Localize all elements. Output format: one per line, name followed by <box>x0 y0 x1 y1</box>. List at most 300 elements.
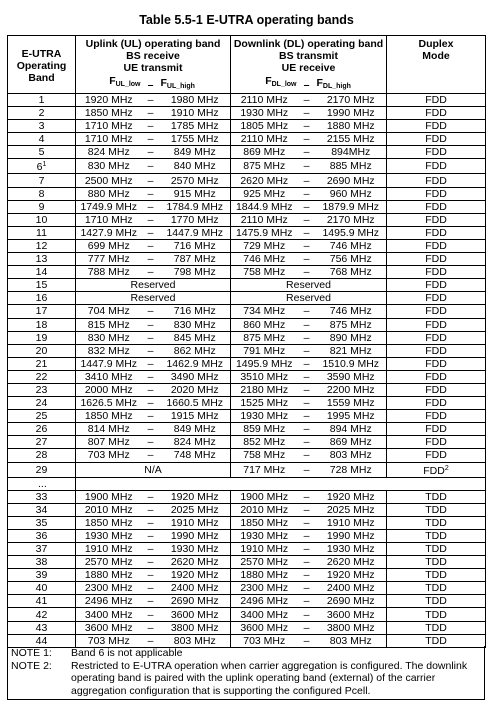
dl-low-cell: 2010 MHz <box>231 503 298 516</box>
ul-dash-cell: – <box>142 516 160 529</box>
dl-dash-cell: – <box>298 187 316 200</box>
dl-dash-cell: – <box>298 239 316 252</box>
dl-low-cell: 875 MHz <box>231 331 298 344</box>
band-number: 11 <box>36 226 47 239</box>
dl-high-cell: 2170 MHz <box>316 213 387 226</box>
band-cell <box>8 331 76 344</box>
band-cell <box>8 543 76 556</box>
table-row <box>8 174 486 187</box>
ul-dash-cell: – <box>142 449 160 462</box>
ul-low-cell: 2500 MHz <box>76 174 142 187</box>
dl-dash-cell: – <box>298 107 316 120</box>
table-row <box>8 279 486 292</box>
table-row <box>8 608 486 621</box>
band-number: 12 <box>35 239 48 252</box>
duplex-cell <box>387 462 486 477</box>
dl-dash-cell: – <box>298 383 316 396</box>
duplex-cell <box>387 200 486 213</box>
duplex-mode: FDD <box>425 449 447 462</box>
ul-dash-cell: – <box>142 634 160 647</box>
band-cell <box>8 449 76 462</box>
dl-high-cell: 1879.9 MHz <box>316 200 387 213</box>
ul-dash-cell: – <box>142 331 160 344</box>
duplex-mode: FDD <box>425 331 447 344</box>
ul-high-cell: 849 MHz <box>160 423 231 436</box>
dl-high-cell: 3600 MHz <box>316 608 387 621</box>
ul-high-cell: 716 MHz <box>160 239 231 252</box>
table-row <box>8 266 486 279</box>
duplex-cell <box>387 608 486 621</box>
dl-low-cell: 2496 MHz <box>231 595 298 608</box>
band-number: 14 <box>35 266 48 279</box>
note-2 <box>11 660 482 698</box>
duplex-cell <box>387 213 486 226</box>
dl-dash-cell: – <box>298 226 316 239</box>
ul-text-cell: Reserved <box>76 292 231 305</box>
dl-low-cell: 875 MHz <box>231 159 298 174</box>
table-row <box>8 200 486 213</box>
ul-low-cell: 1900 MHz <box>76 490 142 503</box>
band-number: 17 <box>35 305 48 318</box>
ul-high-cell: 1920 MHz <box>160 569 231 582</box>
dl-high-cell: 869 MHz <box>316 436 387 449</box>
table-row <box>8 569 486 582</box>
duplex-mode: FDD <box>425 410 447 423</box>
dl-high-cell: 1559 MHz <box>316 397 387 410</box>
duplex-mode: TDD <box>425 569 447 582</box>
ul-low-cell: 814 MHz <box>76 423 142 436</box>
table-row <box>8 595 486 608</box>
dl-high-cell: 890 MHz <box>316 331 387 344</box>
band-number: 29 <box>35 463 48 476</box>
table-row <box>8 146 486 159</box>
dl-low-cell: 2620 MHz <box>231 174 298 187</box>
table-row <box>8 516 486 529</box>
band-cell <box>8 226 76 239</box>
duplex-mode: TDD <box>425 582 447 595</box>
duplex-mode: TDD <box>425 543 447 556</box>
dl-low-cell: 1900 MHz <box>231 490 298 503</box>
ul-dash-cell: – <box>142 357 160 370</box>
ul-dash-cell: – <box>142 120 160 133</box>
dl-low-cell: 859 MHz <box>231 423 298 436</box>
duplex-cell <box>387 582 486 595</box>
duplex-cell <box>387 266 486 279</box>
duplex-mode: FDD <box>425 436 447 449</box>
dl-dash-cell: – <box>298 516 316 529</box>
dl-dash-cell: – <box>298 120 316 133</box>
duplex-cell <box>387 344 486 357</box>
dl-low-cell: 1880 MHz <box>231 569 298 582</box>
ul-low-cell: 1447.9 MHz <box>76 357 142 370</box>
dl-high-cell: 768 MHz <box>316 266 387 279</box>
ul-dash-cell: – <box>142 503 160 516</box>
band-number: 15 <box>35 279 48 292</box>
table-row <box>8 621 486 634</box>
duplex-mode: FDD <box>425 120 447 133</box>
duplex-mode: FDD <box>425 226 447 239</box>
duplex-cell <box>387 305 486 318</box>
duplex-mode: FDD <box>425 213 447 226</box>
ul-dash-cell: – <box>142 146 160 159</box>
operating-bands-table <box>7 35 486 648</box>
band-cell <box>8 120 76 133</box>
ul-high-cell: 2620 MHz <box>160 556 231 569</box>
ul-dash-cell: – <box>142 569 160 582</box>
dl-low-cell: 1495.9 MHz <box>231 357 298 370</box>
ul-high-cell: 845 MHz <box>160 331 231 344</box>
band-cell <box>8 569 76 582</box>
dl-high-header: $F_{DL\_high}$ <box>316 74 387 94</box>
dl-dash-cell: – <box>298 397 316 410</box>
table-row <box>8 370 486 383</box>
note-label: NOTE 2: <box>11 659 52 672</box>
dl-dash-cell: – <box>298 621 316 634</box>
band-number: ... <box>38 477 47 490</box>
ul-high-cell: 1785 MHz <box>160 120 231 133</box>
duplex-mode: TDD <box>425 516 447 529</box>
ul-dash-cell: – <box>142 423 160 436</box>
ul-low-cell: 703 MHz <box>76 634 142 647</box>
dl-low-cell: 1525 MHz <box>231 397 298 410</box>
band-cell <box>8 582 76 595</box>
ul-dash-cell: – <box>142 344 160 357</box>
ul-high-cell: 2400 MHz <box>160 582 231 595</box>
ul-dash-cell: – <box>142 318 160 331</box>
ul-high-cell: 1755 MHz <box>160 133 231 146</box>
dl-low-cell: 2570 MHz <box>231 556 298 569</box>
dl-low-cell: 703 MHz <box>231 634 298 647</box>
band-cell <box>8 159 76 174</box>
ul-high-cell: 3800 MHz <box>160 621 231 634</box>
note-text: Restricted to E-UTRA operation when carrier aggregation is configured. The downlink operating band is paired with the uplink operating band (external) of the carrier aggregation configuration that is supporting the configured Pcell. <box>71 659 468 697</box>
ul-high-cell: 849 MHz <box>160 146 231 159</box>
ul-low-cell: 1930 MHz <box>76 529 142 542</box>
ul-dash-cell: – <box>142 529 160 542</box>
dl-low-cell: 758 MHz <box>231 449 298 462</box>
table-row <box>8 159 486 174</box>
dl-high-cell: 894MHz <box>316 146 387 159</box>
duplex-mode: TDD <box>425 595 447 608</box>
downlink-header: Downlink (DL) operating band BS transmit UE receive <box>231 36 387 75</box>
dl-low-cell: 3600 MHz <box>231 621 298 634</box>
duplex-cell <box>387 133 486 146</box>
duplex-mode: FDD <box>425 397 447 410</box>
table-row <box>8 107 486 120</box>
dl-low-cell: 1475.9 MHz <box>231 226 298 239</box>
band-cell <box>8 344 76 357</box>
note-label: NOTE 1: <box>11 647 52 659</box>
band-cell <box>8 174 76 187</box>
duplex-mode: FDD <box>425 174 447 187</box>
table-row <box>8 120 486 133</box>
band-number: 16 <box>35 292 48 305</box>
ul-high-cell: 1660.5 MHz <box>160 397 231 410</box>
band-number: 38 <box>35 556 48 569</box>
dl-high-cell: 894 MHz <box>316 423 387 436</box>
ul-high-cell: 787 MHz <box>160 253 231 266</box>
duplex-mode: TDD <box>425 529 447 542</box>
ul-high-cell: 2570 MHz <box>160 174 231 187</box>
duplex-mode: FDD <box>425 305 447 318</box>
dl-dash-cell: – <box>298 634 316 647</box>
dl-low-cell: 2110 MHz <box>231 213 298 226</box>
ul-dash-cell: – <box>142 370 160 383</box>
ul-low-cell: 1850 MHz <box>76 107 142 120</box>
ul-high-cell: 1915 MHz <box>160 410 231 423</box>
ul-dash-cell: – <box>142 595 160 608</box>
band-cell <box>8 477 76 490</box>
dl-dash-cell: – <box>298 344 316 357</box>
duplex-mode: FDD <box>425 200 447 213</box>
band-cell <box>8 503 76 516</box>
ul-high-cell: 2690 MHz <box>160 595 231 608</box>
band-number: 23 <box>35 384 48 397</box>
band-cell <box>8 318 76 331</box>
dl-low-cell: 1910 MHz <box>231 543 298 556</box>
dl-dash-cell: – <box>298 490 316 503</box>
band-cell <box>8 305 76 318</box>
ul-high-cell: 3490 MHz <box>160 370 231 383</box>
duplex-cell <box>387 331 486 344</box>
table-row <box>8 318 486 331</box>
dl-low-cell: 758 MHz <box>231 266 298 279</box>
dl-low-cell: 717 MHz <box>231 462 298 477</box>
band-cell <box>8 239 76 252</box>
dl-dash-cell: – <box>298 410 316 423</box>
band-number: 9 <box>38 200 45 213</box>
duplex-mode: TDD <box>425 503 447 516</box>
table-row <box>8 503 486 516</box>
dl-high-cell: 1510.9 MHz <box>316 357 387 370</box>
duplex-cell <box>387 423 486 436</box>
duplex-cell <box>387 516 486 529</box>
ul-dash-cell: – <box>142 608 160 621</box>
table-row <box>8 529 486 542</box>
ul-high-cell: 830 MHz <box>160 318 231 331</box>
band-number: 34 <box>35 503 48 516</box>
duplex-cell <box>387 569 486 582</box>
band-number: 40 <box>35 582 48 595</box>
band-cell <box>8 213 76 226</box>
duplex-cell <box>387 543 486 556</box>
dl-high-cell: 1990 MHz <box>316 529 387 542</box>
duplex-mode: FDD <box>425 266 447 279</box>
ul-dash-cell: – <box>142 159 160 174</box>
ul-dash-cell: – <box>142 383 160 396</box>
duplex-cell <box>387 292 486 305</box>
ul-dash-cell: – <box>142 621 160 634</box>
band-number: 28 <box>35 449 48 462</box>
ul-high-cell: 1462.9 MHz <box>160 357 231 370</box>
dl-high-cell: 960 MHz <box>316 187 387 200</box>
ul-low-cell: 824 MHz <box>76 146 142 159</box>
dl-low-cell: 1930 MHz <box>231 529 298 542</box>
dl-dash-cell: – <box>298 608 316 621</box>
dl-low-cell: 3510 MHz <box>231 370 298 383</box>
dl-dash-cell: – <box>298 174 316 187</box>
ul-low-cell: 3400 MHz <box>76 608 142 621</box>
duplex-cell <box>387 397 486 410</box>
dl-high-cell: 2690 MHz <box>316 174 387 187</box>
band-cell <box>8 556 76 569</box>
duplex-cell <box>387 529 486 542</box>
band-number: 2 <box>38 107 45 120</box>
ul-high-cell: 1920 MHz <box>160 490 231 503</box>
duplex-header: Duplex Mode <box>387 36 486 94</box>
table-row <box>8 410 486 423</box>
table-row <box>8 556 486 569</box>
band-number: 41 <box>35 595 48 608</box>
dl-dash-cell: – <box>298 556 316 569</box>
ul-dash-cell: – <box>142 556 160 569</box>
ul-high-header: $F_{UL\_high}$ <box>160 74 231 94</box>
band-cell <box>8 357 76 370</box>
uplink-header: Uplink (UL) operating band BS receive UE transmit <box>76 36 231 75</box>
duplex-mode: FDD <box>425 292 447 305</box>
duplex-mode: FDD <box>423 464 445 477</box>
dl-dash-cell: – <box>298 543 316 556</box>
ul-dash-cell: – <box>142 239 160 252</box>
dl-low-cell: 734 MHz <box>231 305 298 318</box>
ul-dash-header: – <box>142 74 160 94</box>
dl-dash-cell: – <box>298 595 316 608</box>
band-rows <box>8 94 486 648</box>
table-row <box>8 344 486 357</box>
band-cell <box>8 423 76 436</box>
duplex-mode: FDD <box>425 160 447 173</box>
dl-low-cell: 2110 MHz <box>231 94 298 107</box>
band-number: 3 <box>38 120 45 133</box>
table-row <box>8 462 486 477</box>
duplex-mode: FDD <box>425 146 447 159</box>
ul-high-cell: 3600 MHz <box>160 608 231 621</box>
dl-high-cell: 803 MHz <box>316 449 387 462</box>
band-number: 18 <box>35 318 48 331</box>
table-row <box>8 543 486 556</box>
dl-high-cell: 746 MHz <box>316 305 387 318</box>
duplex-mode: FDD <box>425 187 447 200</box>
duplex-mode: TDD <box>425 634 447 647</box>
ul-high-cell: 1447.9 MHz <box>160 226 231 239</box>
dl-high-cell: 2620 MHz <box>316 556 387 569</box>
duplex-cell <box>387 279 486 292</box>
band-number: 25 <box>35 410 48 423</box>
dl-high-cell: 746 MHz <box>316 239 387 252</box>
duplex-cell <box>387 383 486 396</box>
dl-high-cell: 821 MHz <box>316 344 387 357</box>
ul-high-cell: 2025 MHz <box>160 503 231 516</box>
band-cell <box>8 608 76 621</box>
table-row <box>8 357 486 370</box>
dl-high-cell: 1920 MHz <box>316 569 387 582</box>
dl-high-cell: 803 MHz <box>316 634 387 647</box>
ul-low-cell: 1850 MHz <box>76 516 142 529</box>
duplex-cell <box>387 107 486 120</box>
duplex-mode: FDD <box>425 107 447 120</box>
band-number: 33 <box>35 490 48 503</box>
duplex-cell <box>387 94 486 107</box>
ul-text-cell: Reserved <box>76 279 231 292</box>
dl-high-cell: 2200 MHz <box>316 383 387 396</box>
duplex-cell <box>387 253 486 266</box>
band-cell <box>8 107 76 120</box>
band-cell <box>8 490 76 503</box>
ul-low-cell: 2570 MHz <box>76 556 142 569</box>
band-footnote-ref: 1 <box>42 161 47 169</box>
dl-high-cell: 1880 MHz <box>316 120 387 133</box>
dl-high-cell: 1990 MHz <box>316 107 387 120</box>
ul-dash-cell: – <box>142 187 160 200</box>
ul-low-cell: 1427.9 MHz <box>76 226 142 239</box>
ul-dash-cell: – <box>142 410 160 423</box>
band-cell <box>8 462 76 477</box>
ul-low-cell: 815 MHz <box>76 318 142 331</box>
ul-low-cell: 1626.5 MHz <box>76 397 142 410</box>
ul-dash-cell: – <box>142 266 160 279</box>
table-row <box>8 305 486 318</box>
ul-low-cell: 1850 MHz <box>76 410 142 423</box>
ul-low-cell: 703 MHz <box>76 449 142 462</box>
duplex-mode: FDD <box>425 344 447 357</box>
ul-low-cell: 832 MHz <box>76 344 142 357</box>
ul-high-cell: 1770 MHz <box>160 213 231 226</box>
ul-text-cell: N/A <box>76 462 231 477</box>
dl-low-cell: 3400 MHz <box>231 608 298 621</box>
ul-low-cell: 3600 MHz <box>76 621 142 634</box>
ul-low-cell: 1710 MHz <box>76 120 142 133</box>
dl-low-cell: 1805 MHz <box>231 120 298 133</box>
duplex-cell <box>387 410 486 423</box>
table-row <box>8 331 486 344</box>
dl-high-cell: 1995 MHz <box>316 410 387 423</box>
band-number: 4 <box>38 133 45 146</box>
table-row <box>8 253 486 266</box>
dl-low-cell: 729 MHz <box>231 239 298 252</box>
band-cell <box>8 370 76 383</box>
table-row <box>8 477 486 490</box>
duplex-mode: FDD <box>425 239 447 252</box>
ul-low-cell: 777 MHz <box>76 253 142 266</box>
duplex-cell <box>387 120 486 133</box>
dl-dash-cell: – <box>298 266 316 279</box>
band-number: 22 <box>35 370 48 383</box>
dl-high-cell: 2155 MHz <box>316 133 387 146</box>
table-row <box>8 490 486 503</box>
dl-dash-cell: – <box>298 436 316 449</box>
ul-high-cell: 748 MHz <box>160 449 231 462</box>
ul-dash-cell: – <box>142 213 160 226</box>
band-number: 10 <box>35 213 48 226</box>
ul-dash-cell: – <box>142 490 160 503</box>
ul-high-cell: 1910 MHz <box>160 107 231 120</box>
dl-dash-cell: – <box>298 305 316 318</box>
duplex-cell <box>387 621 486 634</box>
ul-low-cell: 699 MHz <box>76 239 142 252</box>
ul-dash-cell: – <box>142 305 160 318</box>
band-cell <box>8 253 76 266</box>
dl-high-cell: 875 MHz <box>316 318 387 331</box>
table-row <box>8 133 486 146</box>
duplex-mode: TDD <box>425 490 447 503</box>
ul-low-cell: 2300 MHz <box>76 582 142 595</box>
duplex-mode: TDD <box>425 556 447 569</box>
band-number: 20 <box>35 344 48 357</box>
ul-high-cell: 798 MHz <box>160 266 231 279</box>
duplex-cell <box>387 503 486 516</box>
band-number: 19 <box>35 331 48 344</box>
dl-low-cell: 852 MHz <box>231 436 298 449</box>
